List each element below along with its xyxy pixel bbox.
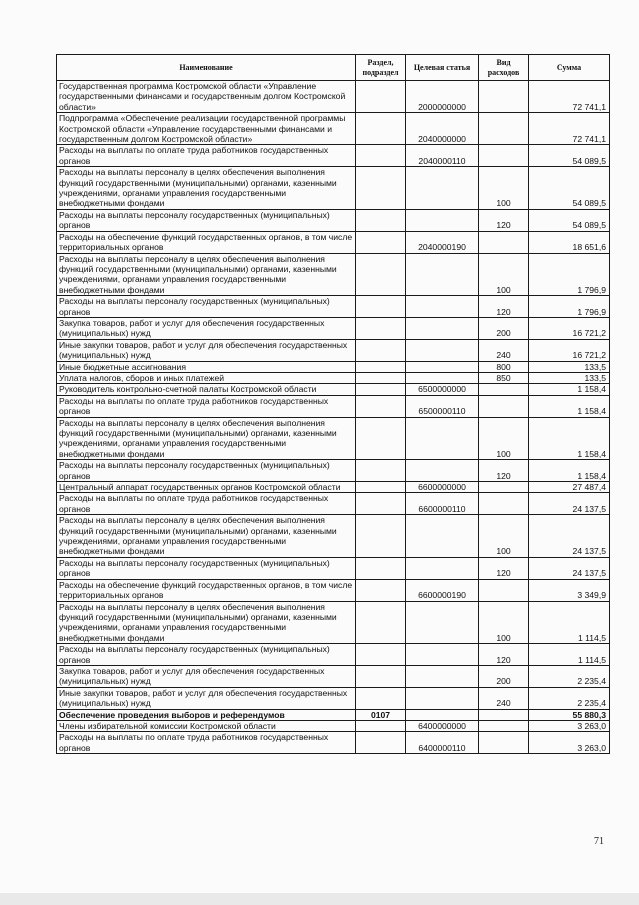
- row-target-cell: [406, 601, 479, 644]
- table-row: [57, 209, 610, 231]
- table-row: [57, 601, 610, 644]
- row-name-cell: Расходы на выплаты персоналу государственных (муниципальных) органов: [57, 644, 356, 666]
- table-row: [57, 231, 610, 253]
- row-sum-cell: 3 349,9: [529, 579, 610, 601]
- row-target-cell: 6600000190: [406, 579, 479, 601]
- row-section-cell: [356, 665, 406, 687]
- row-section-cell: [356, 81, 406, 113]
- row-name-cell: Расходы на выплаты персоналу государственных (муниципальных) органов: [57, 557, 356, 579]
- table-row: [57, 361, 610, 372]
- table-header-row: [57, 55, 610, 81]
- row-sum-cell: 24 137,5: [529, 515, 610, 558]
- row-section-cell: [356, 384, 406, 395]
- row-sum-cell: 3 263,0: [529, 720, 610, 731]
- row-sum-cell: 133,5: [529, 372, 610, 383]
- row-name-cell: Иные закупки товаров, работ и услуг для обеспечения государственных (муниципальных) нужд: [57, 339, 356, 361]
- row-target-cell: 6600000110: [406, 493, 479, 515]
- row-vid-cell: 120: [479, 460, 529, 482]
- row-section-cell: [356, 417, 406, 460]
- row-target-cell: [406, 253, 479, 296]
- row-sum-cell: 1 158,4: [529, 384, 610, 395]
- table-row: [57, 81, 610, 113]
- row-vid-cell: [479, 482, 529, 493]
- row-vid-cell: 850: [479, 372, 529, 383]
- row-name-cell: Расходы на выплаты по оплате труда работников государственных органов: [57, 395, 356, 417]
- row-vid-cell: 100: [479, 515, 529, 558]
- row-sum-cell: 1 796,9: [529, 296, 610, 318]
- table-row: [57, 167, 610, 210]
- table-row: [57, 384, 610, 395]
- row-section-cell: [356, 253, 406, 296]
- row-target-cell: [406, 665, 479, 687]
- row-name-cell: Центральный аппарат государственных органов Костромской области: [57, 482, 356, 493]
- table-row: [57, 113, 610, 145]
- row-target-cell: [406, 372, 479, 383]
- row-target-cell: [406, 339, 479, 361]
- row-vid-cell: [479, 579, 529, 601]
- row-section-cell: [356, 557, 406, 579]
- row-sum-cell: 54 089,5: [529, 145, 610, 167]
- row-sum-cell: 55 880,3: [529, 709, 610, 720]
- row-target-cell: [406, 460, 479, 482]
- row-sum-cell: 3 263,0: [529, 732, 610, 754]
- row-target-cell: [406, 317, 479, 339]
- row-sum-cell: 54 089,5: [529, 209, 610, 231]
- row-sum-cell: 27 487,4: [529, 482, 610, 493]
- row-name-cell: Расходы на выплаты по оплате труда работников государственных органов: [57, 732, 356, 754]
- row-name-cell: Расходы на обеспечение функций государственных органов, в том числе территориальных органов: [57, 231, 356, 253]
- row-sum-cell: 16 721,2: [529, 317, 610, 339]
- row-section-cell: [356, 395, 406, 417]
- row-vid-cell: 800: [479, 361, 529, 372]
- row-sum-cell: 24 137,5: [529, 557, 610, 579]
- row-sum-cell: 1 114,5: [529, 644, 610, 666]
- row-sum-cell: 54 089,5: [529, 167, 610, 210]
- table-row: [57, 720, 610, 731]
- row-section-cell: [356, 644, 406, 666]
- row-target-cell: 2040000000: [406, 113, 479, 145]
- row-vid-cell: 200: [479, 665, 529, 687]
- row-sum-cell: 1 796,9: [529, 253, 610, 296]
- row-target-cell: [406, 644, 479, 666]
- header-sum: Сумма: [529, 55, 610, 81]
- row-section-cell: [356, 317, 406, 339]
- row-sum-cell: 1 158,4: [529, 417, 610, 460]
- row-section-cell: [356, 579, 406, 601]
- row-target-cell: [406, 515, 479, 558]
- row-name-cell: Расходы на выплаты персоналу в целях обеспечения выполнения функций государственными (муниципальными) органами, казенными учреждениями, органами управления государственными внебюджетными фондами: [57, 417, 356, 460]
- row-vid-cell: [479, 493, 529, 515]
- row-vid-cell: 120: [479, 209, 529, 231]
- row-target-cell: [406, 167, 479, 210]
- row-vid-cell: [479, 231, 529, 253]
- row-section-cell: [356, 720, 406, 731]
- row-vid-cell: 100: [479, 253, 529, 296]
- row-target-cell: 2040000190: [406, 231, 479, 253]
- row-vid-cell: [479, 732, 529, 754]
- row-name-cell: Расходы на выплаты персоналу в целях обеспечения выполнения функций государственными (муниципальными) органами, казенными учреждениями, органами управления государственными внебюджетными фондами: [57, 253, 356, 296]
- row-target-cell: [406, 417, 479, 460]
- row-section-cell: [356, 167, 406, 210]
- row-target-cell: 6500000000: [406, 384, 479, 395]
- table-row: [57, 296, 610, 318]
- row-section-cell: [356, 296, 406, 318]
- table-row: [57, 482, 610, 493]
- row-name-cell: Расходы на выплаты персоналу государственных (муниципальных) органов: [57, 460, 356, 482]
- row-name-cell: Обеспечение проведения выборов и референдумов: [57, 709, 356, 720]
- row-section-cell: [356, 601, 406, 644]
- row-vid-cell: 100: [479, 601, 529, 644]
- row-sum-cell: 2 235,4: [529, 687, 610, 709]
- header-name: Наименование: [57, 55, 356, 81]
- row-vid-cell: 100: [479, 417, 529, 460]
- row-vid-cell: [479, 720, 529, 731]
- row-target-cell: 6400000000: [406, 720, 479, 731]
- row-sum-cell: 1 158,4: [529, 395, 610, 417]
- row-vid-cell: [479, 709, 529, 720]
- table-row: [57, 395, 610, 417]
- row-name-cell: Расходы на выплаты персоналу государственных (муниципальных) органов: [57, 209, 356, 231]
- row-section-cell: [356, 482, 406, 493]
- row-vid-cell: [479, 113, 529, 145]
- row-section-cell: [356, 372, 406, 383]
- row-name-cell: Закупка товаров, работ и услуг для обеспечения государственных (муниципальных) нужд: [57, 317, 356, 339]
- row-vid-cell: 100: [479, 167, 529, 210]
- row-section-cell: [356, 145, 406, 167]
- table-row: [57, 493, 610, 515]
- row-name-cell: Расходы на выплаты персоналу в целях обеспечения выполнения функций государственными (муниципальными) органами, казенными учреждениями, органами управления государственными внебюджетными фондами: [57, 515, 356, 558]
- table-row: [57, 515, 610, 558]
- row-vid-cell: 120: [479, 296, 529, 318]
- table-body: [57, 81, 610, 754]
- table-row: [57, 145, 610, 167]
- header-section: Раздел, подраздел: [356, 55, 406, 81]
- row-section-cell: [356, 339, 406, 361]
- row-sum-cell: 2 235,4: [529, 665, 610, 687]
- row-target-cell: 2000000000: [406, 81, 479, 113]
- row-section-cell: [356, 361, 406, 372]
- row-name-cell: Иные закупки товаров, работ и услуг для обеспечения государственных (муниципальных) нужд: [57, 687, 356, 709]
- row-target-cell: [406, 296, 479, 318]
- row-sum-cell: 16 721,2: [529, 339, 610, 361]
- row-target-cell: [406, 361, 479, 372]
- page-number: 71: [594, 836, 604, 847]
- row-name-cell: Государственная программа Костромской области «Управление государственными финансами и государственным долгом Костромской области»: [57, 81, 356, 113]
- row-name-cell: Подпрограмма «Обеспечение реализации государственной программы Костромской области «Управление государственными финансами и государственным долгом Костромской области»: [57, 113, 356, 145]
- table-row: [57, 644, 610, 666]
- row-name-cell: Закупка товаров, работ и услуг для обеспечения государственных (муниципальных) нужд: [57, 665, 356, 687]
- row-target-cell: [406, 709, 479, 720]
- row-name-cell: Расходы на выплаты персоналу в целях обеспечения выполнения функций государственными (муниципальными) органами, казенными учреждениями, органами управления государственными внебюджетными фондами: [57, 167, 356, 210]
- budget-table: [56, 54, 610, 754]
- row-section-cell: [356, 231, 406, 253]
- table-row: [57, 579, 610, 601]
- row-sum-cell: 133,5: [529, 361, 610, 372]
- table-row: [57, 709, 610, 720]
- row-name-cell: Расходы на выплаты по оплате труда работников государственных органов: [57, 145, 356, 167]
- row-target-cell: 2040000110: [406, 145, 479, 167]
- row-vid-cell: [479, 145, 529, 167]
- table-row: [57, 687, 610, 709]
- row-target-cell: 6400000110: [406, 732, 479, 754]
- table-row: [57, 417, 610, 460]
- row-section-cell: [356, 687, 406, 709]
- table-row: [57, 372, 610, 383]
- row-sum-cell: 24 137,5: [529, 493, 610, 515]
- row-section-cell: [356, 209, 406, 231]
- row-target-cell: 6500000110: [406, 395, 479, 417]
- row-name-cell: Расходы на выплаты по оплате труда работников государственных органов: [57, 493, 356, 515]
- row-name-cell: Уплата налогов, сборов и иных платежей: [57, 372, 356, 383]
- table-row: [57, 732, 610, 754]
- header-vid: Вид расходов: [479, 55, 529, 81]
- row-vid-cell: 120: [479, 644, 529, 666]
- row-vid-cell: [479, 81, 529, 113]
- row-sum-cell: 18 651,6: [529, 231, 610, 253]
- row-name-cell: Члены избирательной комиссии Костромской области: [57, 720, 356, 731]
- row-vid-cell: 120: [479, 557, 529, 579]
- row-sum-cell: 1 158,4: [529, 460, 610, 482]
- table-row: [57, 665, 610, 687]
- row-section-cell: [356, 493, 406, 515]
- table-row: [57, 253, 610, 296]
- header-target: Целевая статья: [406, 55, 479, 81]
- row-section-cell: [356, 460, 406, 482]
- row-name-cell: Иные бюджетные ассигнования: [57, 361, 356, 372]
- row-target-cell: [406, 209, 479, 231]
- row-vid-cell: 200: [479, 317, 529, 339]
- table-row: [57, 339, 610, 361]
- row-section-cell: 0107: [356, 709, 406, 720]
- table-row: [57, 317, 610, 339]
- row-vid-cell: 240: [479, 687, 529, 709]
- row-section-cell: [356, 113, 406, 145]
- row-sum-cell: 1 114,5: [529, 601, 610, 644]
- row-sum-cell: 72 741,1: [529, 81, 610, 113]
- row-name-cell: Расходы на обеспечение функций государственных органов, в том числе территориальных органов: [57, 579, 356, 601]
- row-vid-cell: [479, 384, 529, 395]
- row-name-cell: Руководитель контрольно-счетной палаты Костромской области: [57, 384, 356, 395]
- row-target-cell: 6600000000: [406, 482, 479, 493]
- scan-bottom-edge: [0, 893, 639, 905]
- row-sum-cell: 72 741,1: [529, 113, 610, 145]
- row-name-cell: Расходы на выплаты персоналу государственных (муниципальных) органов: [57, 296, 356, 318]
- row-vid-cell: 240: [479, 339, 529, 361]
- table-row: [57, 460, 610, 482]
- row-target-cell: [406, 557, 479, 579]
- row-name-cell: Расходы на выплаты персоналу в целях обеспечения выполнения функций государственными (муниципальными) органами, казенными учреждениями, органами управления государственными внебюджетными фондами: [57, 601, 356, 644]
- row-section-cell: [356, 515, 406, 558]
- row-section-cell: [356, 732, 406, 754]
- table-row: [57, 557, 610, 579]
- row-target-cell: [406, 687, 479, 709]
- row-vid-cell: [479, 395, 529, 417]
